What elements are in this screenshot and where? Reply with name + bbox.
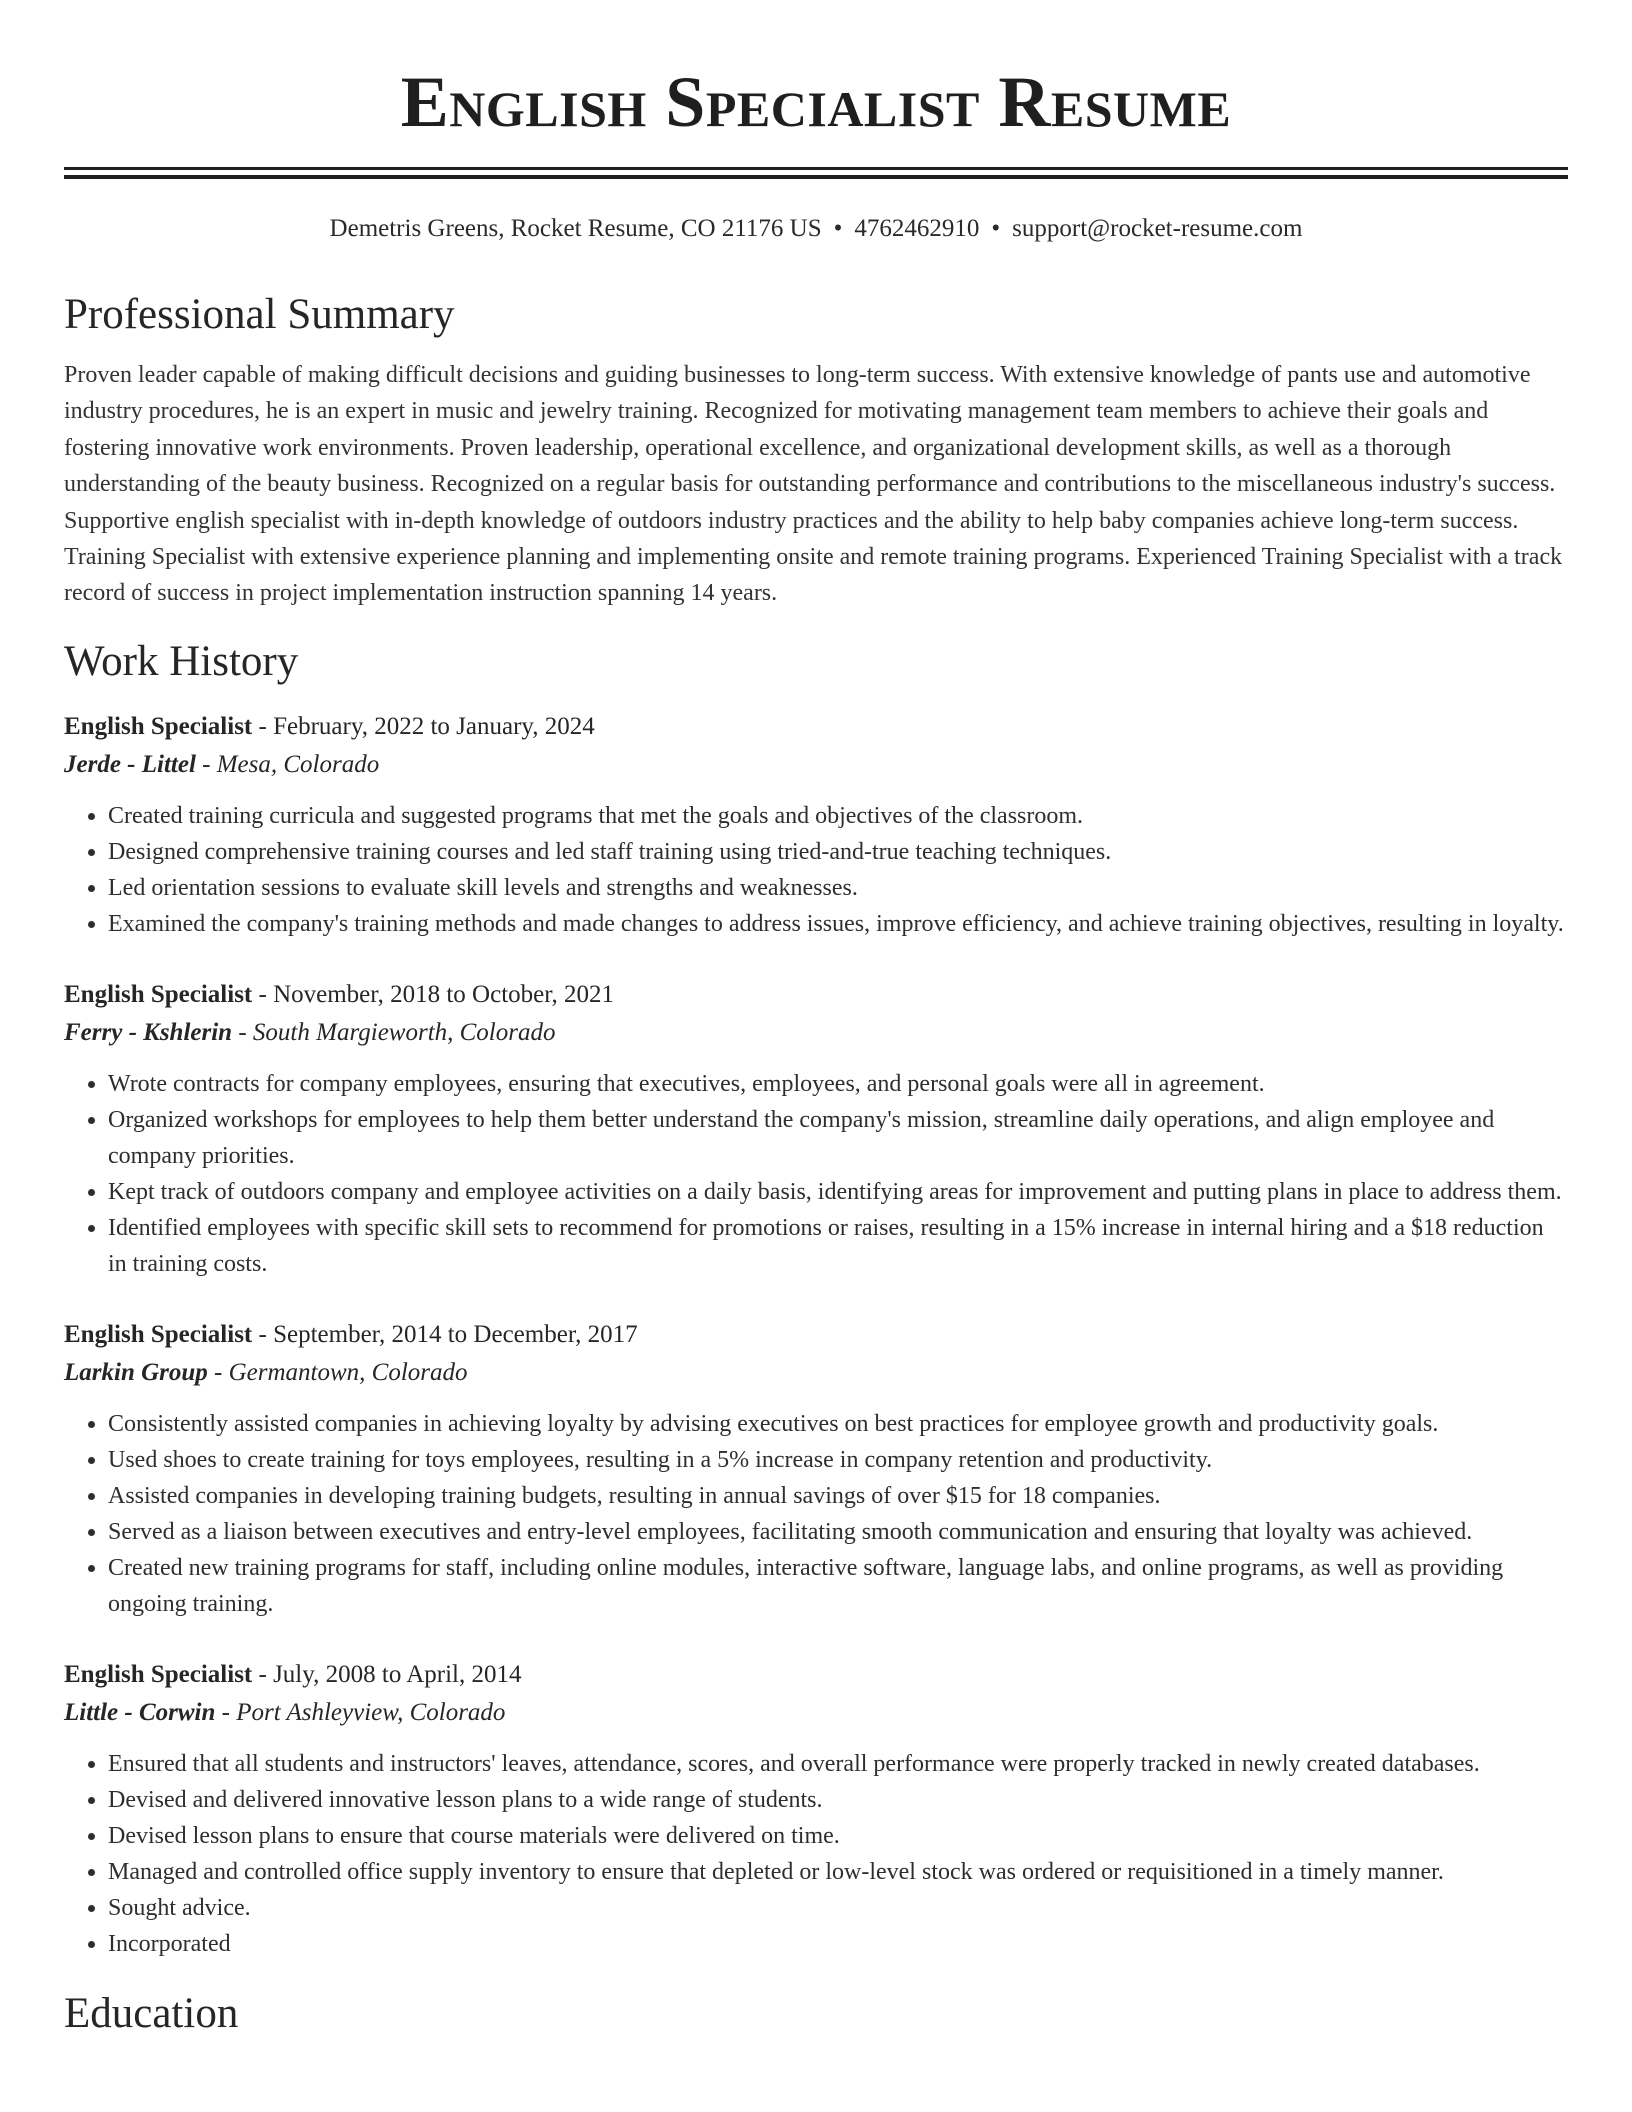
job-role: English Specialist [64,712,253,740]
job-bullet: • Used shoes to create training for toys employees, resulting in a 5% increase in company retention and productivity. [108,1442,1568,1478]
job-bullet: • Kept track of outdoors company and employee activities on a daily basis, identifying areas for improvement and putting plans in place to address them. [108,1174,1568,1210]
job-dates: November, 2018 to October, 2021 [273,980,615,1008]
job-bullet: • Designed comprehensive training courses and led staff training using tried-and-true teaching techniques. [108,834,1568,870]
job-company: Ferry - Kshlerin [64,1018,233,1046]
job-bullet: • Wrote contracts for company employees, ensuring that executives, employees, and personal goals were all in agreement. [108,1066,1568,1102]
job-entry [64,976,1568,1282]
job-bullet: • Served as a liaison between executives and entry-level employees, facilitating smooth communication and ensuring that loyalty was achieved. [108,1514,1568,1550]
contact-line [64,213,1568,245]
job-bullet: • Led orientation sessions to evaluate skill levels and strengths and weaknesses. [108,870,1568,906]
job-entry [64,708,1568,942]
job-bullet: • Devised lesson plans to ensure that course materials were delivered on time. [108,1818,1568,1854]
title-divider-top [64,167,1568,170]
job-bullet: • Incorporated [108,1926,1568,1962]
job-bullets [64,798,1568,942]
job-company: Jerde - Littel [64,750,196,778]
job-dash: - [195,750,217,778]
job-bullet: • Ensured that all students and instructors' leaves, attendance, scores, and overall performance were properly tracked in newly created databases. [108,1746,1568,1782]
job-employer-line [64,1354,1568,1392]
job-employer-line [64,746,1568,784]
job-role: English Specialist [64,980,253,1008]
job-role: English Specialist [64,1660,253,1688]
job-entry [64,1316,1568,1622]
job-entry [64,1656,1568,1962]
job-location: Germantown, Colorado [228,1358,468,1386]
job-bullet: • Devised and delivered innovative lesson plans to a wide range of students. [108,1782,1568,1818]
contact-separator: • [991,215,1001,242]
education-heading: Education [64,1989,239,2037]
job-bullet: • Identified employees with specific skill sets to recommend for promotions or raises, resulting in a 15% increase in internal hiring and a $18 reduction in training costs. [108,1210,1568,1282]
job-title-line [64,976,1568,1014]
job-company: Little - Corwin [64,1698,216,1726]
title-divider-bottom [64,175,1568,179]
job-bullets [64,1406,1568,1622]
job-bullet: • Examined the company's training methods and made changes to address issues, improve efficiency, and achieve training objectives, resulting in loyalty. [108,906,1568,942]
job-dash: - [252,712,274,740]
job-dash: - [252,1320,274,1348]
job-dash: - [232,1018,253,1046]
job-dates: February, 2022 to January, 2024 [273,712,595,740]
contact-address: Demetris Greens, Rocket Resume, CO 21176 US [329,215,822,242]
job-bullets [64,1066,1568,1282]
job-location: Port Ashleyview, Colorado [236,1698,506,1726]
resume-title: English Specialist Resume [400,62,1232,142]
job-employer-line [64,1694,1568,1732]
job-location: South Margieworth, Colorado [252,1018,556,1046]
contact-email: support@rocket-resume.com [1012,215,1303,242]
contact-phone: 4762462910 [854,215,980,242]
job-dash: - [215,1698,237,1726]
job-dash: - [252,980,274,1008]
job-title-line [64,1316,1568,1354]
job-bullet: • Sought advice. [108,1890,1568,1926]
job-bullets [64,1746,1568,1962]
job-employer-line [64,1014,1568,1052]
job-bullet: • Managed and controlled office supply inventory to ensure that depleted or low-level stock was ordered or requisitioned in a timely manner. [108,1854,1568,1890]
job-location: Mesa, Colorado [216,750,380,778]
summary-heading: Professional Summary [64,291,455,338]
work-history-list [64,708,1568,1962]
summary-text: Proven leader capable of making difficult decisions and guiding businesses to long-term success. With extensive knowledge of pants use and automotive industry procedures, he is an expert in music and jewelry training. Recognized for motivating management team members to achieve their goals and fostering innovative work environments. Proven leadership, operational excellence, and organizational development skills, as well as a thorough understanding of the beauty business. Recognized on a regular basis for outstanding performance and contributions to the miscellaneous industry's success. Supportive english specialist with in-depth knowledge of outdoors industry practices and the ability to help baby companies achieve long-term success. Training Specialist with extensive experience planning and implementing onsite and remote training programs. Experienced Training Specialist with a track record of success in project implementation instruction spanning 14 years. [64,362,1563,607]
job-dates: July, 2008 to April, 2014 [273,1660,522,1688]
job-bullet: • Organized workshops for employees to help them better understand the company's mission, streamline daily operations, and align employee and company priorities. [108,1102,1568,1174]
job-dates: September, 2014 to December, 2017 [273,1320,638,1348]
job-company: Larkin Group [64,1358,208,1386]
job-dash: - [207,1358,229,1386]
job-bullet: • Assisted companies in developing training budgets, resulting in annual savings of over $15 for 18 companies. [108,1478,1568,1514]
job-bullet: • Created training curricula and suggested programs that met the goals and objectives of the classroom. [108,798,1568,834]
contact-separator: • [833,215,843,242]
job-role: English Specialist [64,1320,253,1348]
job-dash: - [252,1660,274,1688]
work-history-heading: Work History [64,637,299,685]
job-title-line [64,708,1568,746]
job-bullet: • Created new training programs for staff, including online modules, interactive software, language labs, and online programs, as well as providing ongoing training. [108,1550,1568,1622]
job-title-line [64,1656,1568,1694]
job-bullet: • Consistently assisted companies in achieving loyalty by advising executives on best practices for employee growth and productivity goals. [108,1406,1568,1442]
